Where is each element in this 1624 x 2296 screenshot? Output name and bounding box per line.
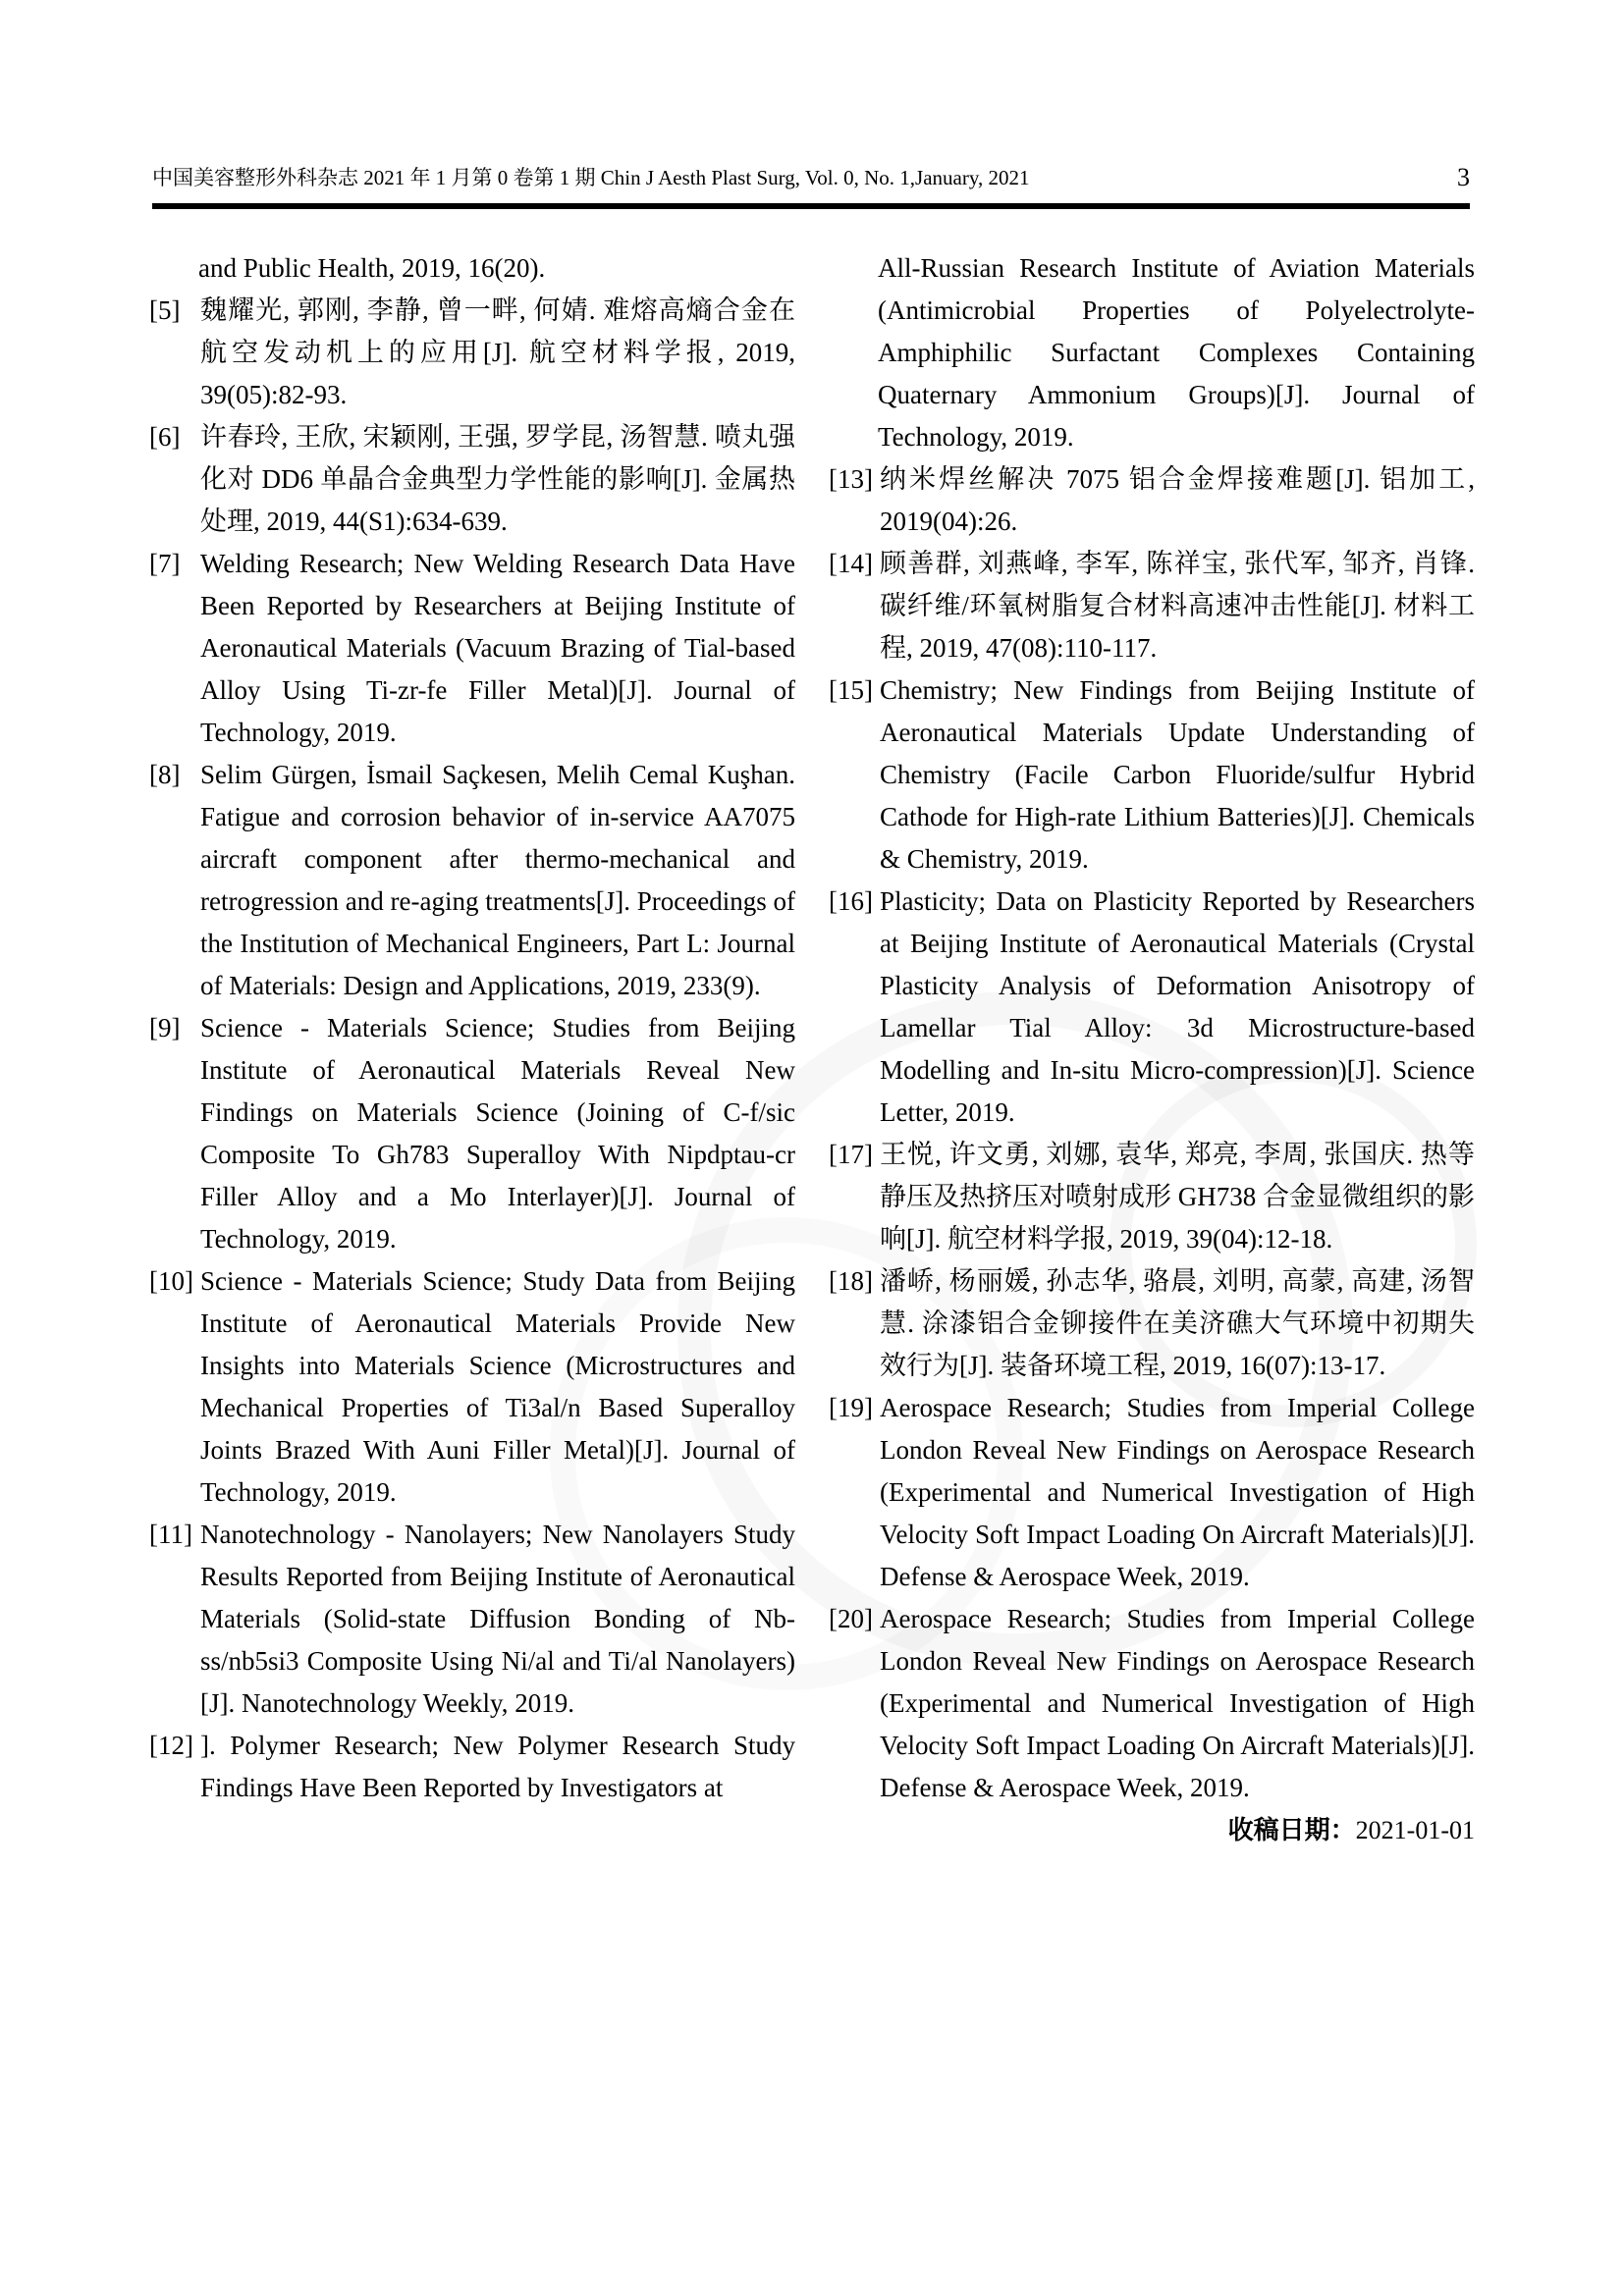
reference-text: Welding Research; New Welding Research Data Have Been Reported by Researchers at Beijing Institute of Aeronautical Materials (Vacuum Brazing of Tial-based Alloy Using Ti-zr-fe Filler Metal)[J]. Journal of Technology, 2019. — [200, 549, 795, 747]
reference-text: Science - Materials Science; Studies from Beijing Institute of Aeronautical Materials Reveal New Findings on Materials Science (Joining of C-f/sic Composite To Gh783 Superalloy With Nipdptau-cr Filler Alloy and a Mo Interlayer)[J]. Journal of Technology, 2019. — [200, 1013, 795, 1254]
reference-item — [829, 1387, 1475, 1598]
reference-text: 魏耀光, 郭刚, 李静, 曾一畔, 何婧. 难熔高熵合金在航空发动机上的应用[J]. 航空材料学报, 2019, 39(05):82-93. — [200, 295, 795, 409]
left-column — [149, 247, 795, 1851]
right-reference-list — [829, 458, 1475, 1809]
reference-text: Science - Materials Science; Study Data from Beijing Institute of Aeronautical Materials Provide New Insights into Materials Science (Microstructures and Mechanical Properties of Ti3al/n Based Superalloy Joints Brazed With Auni Filler Metal)[J]. Journal of Technology, 2019. — [200, 1266, 795, 1507]
reference-text: Plasticity; Data on Plasticity Reported by Researchers at Beijing Institute of Aeronautical Materials (Crystal Plasticity Analysis of Deformation Anisotropy of Lamellar Tial Alloy: 3d Microstructure-based Modelling and In-situ Micro-compression)[J]. Science Letter, 2019. — [880, 886, 1475, 1127]
reference-text: Aerospace Research; Studies from Imperial College London Reveal New Findings on Aerospace Research (Experimental and Numerical Investigation of High Velocity Soft Impact Loading On Aircraft Materials)[J]. Defense & Aerospace Week, 2019. — [880, 1604, 1475, 1802]
reference-item — [149, 543, 795, 754]
reference-item — [149, 754, 795, 1007]
reference-item — [829, 1260, 1475, 1387]
reference-item — [149, 1725, 795, 1809]
reference-item — [149, 1260, 795, 1514]
received-date-label: 收稿日期： — [1227, 1816, 1356, 1844]
reference-continuation: and Public Health, 2019, 16(20). — [198, 253, 546, 283]
reference-number: [5] — [149, 295, 181, 325]
reference-text: 许春玲, 王欣, 宋颖刚, 王强, 罗学昆, 汤智慧. 喷丸强化对 DD6 单晶合金典型力学性能的影响[J]. 金属热处理, 2019, 44(S1):634-639. — [200, 422, 795, 536]
page-number: 3 — [1457, 163, 1470, 191]
reference-text: ]. Polymer Research; New Polymer Research Study Findings Have Been Reported by Investigators at — [200, 1731, 795, 1802]
reference-number: [8] — [149, 760, 181, 789]
received-date-value: 2021-01-01 — [1355, 1816, 1475, 1844]
reference-text: Aerospace Research; Studies from Imperial College London Reveal New Findings on Aerospace Research (Experimental and Numerical Investigation of High Velocity Soft Impact Loading On Aircraft Materials)[J]. Defense & Aerospace Week, 2019. — [880, 1393, 1475, 1591]
reference-number: [12] — [149, 1731, 193, 1760]
reference-number: [10] — [149, 1266, 193, 1296]
right-column — [829, 247, 1475, 1851]
reference-number: [14] — [829, 549, 873, 578]
reference-text: 王悦, 许文勇, 刘娜, 袁华, 郑亮, 李周, 张国庆. 热等静压及热挤压对喷射成形 GH738 合金显微组织的影响[J]. 航空材料学报, 2019, 39(04):12-18. — [880, 1140, 1475, 1254]
reference-item — [149, 1514, 795, 1725]
reference-item — [829, 881, 1475, 1134]
journal-header-text: 中国美容整形外科杂志 2021 年 1 月第 0 卷第 1 期 Chin J Aesth Plast Surg, Vol. 0, No. 1,January, 2021 — [152, 166, 1030, 189]
reference-item — [149, 290, 795, 416]
reference-number: [16] — [829, 886, 873, 916]
reference-item — [829, 543, 1475, 669]
reference-number: [17] — [829, 1140, 873, 1169]
reference-number: [20] — [829, 1604, 873, 1633]
reference-item — [829, 1134, 1475, 1260]
reference-item — [829, 458, 1475, 543]
reference-text: 纳米焊丝解决 7075 铝合金焊接难题[J]. 铝加工, 2019(04):26. — [880, 464, 1475, 536]
page-header — [152, 163, 1470, 192]
reference-number: [19] — [829, 1393, 873, 1422]
reference-text: Selim Gürgen, İsmail Saçkesen, Melih Cemal Kuşhan. Fatigue and corrosion behavior of in-service AA7075 aircraft component after thermo-mechanical and retrogression and re-aging treatments[J]. Proceedings of the Institution of Mechanical Engineers, Part L: Journal of Materials: Design and Applications, 2019, 233(9). — [200, 760, 795, 1000]
reference-text: 潘峤, 杨丽媛, 孙志华, 骆晨, 刘明, 高蒙, 高建, 汤智慧. 涂漆铝合金铆接件在美济礁大气环境中初期失效行为[J]. 装备环境工程, 2019, 16(07):13-17. — [880, 1266, 1475, 1380]
header-rule — [152, 203, 1470, 209]
reference-number: [18] — [829, 1266, 873, 1296]
reference-item — [149, 416, 795, 543]
reference-item — [829, 1598, 1475, 1809]
received-date-line — [829, 1809, 1475, 1851]
reference-text: Chemistry; New Findings from Beijing Institute of Aeronautical Materials Update Understanding of Chemistry (Facile Carbon Fluoride/sulfur Hybrid Cathode for High-rate Lithium Batteries)[J]. Chemicals & Chemistry, 2019. — [880, 675, 1475, 874]
references-content — [149, 247, 1475, 1851]
reference-item — [149, 1007, 795, 1260]
reference-text: 顾善群, 刘燕峰, 李军, 陈祥宝, 张代军, 邹齐, 肖锋. 碳纤维/环氧树脂复合材料高速冲击性能[J]. 材料工程, 2019, 47(08):110-117. — [880, 549, 1475, 663]
reference-number: [6] — [149, 422, 181, 452]
reference-text: Nanotechnology - Nanolayers; New Nanolayers Study Results Reported from Beijing Institute of Aeronautical Materials (Solid-state Diffusion Bonding of Nb-ss/nb5si3 Composite Using Ni/al and Ti/al Nanolayers)[J]. Nanotechnology Weekly, 2019. — [200, 1520, 795, 1718]
reference-number: [15] — [829, 675, 873, 705]
left-reference-list — [149, 290, 795, 1809]
reference-number: [9] — [149, 1013, 181, 1042]
reference-continuation: All-Russian Research Institute of Aviation Materials (Antimicrobial Properties of Polyelectrolyte-Amphiphilic Surfactant Complexes Containing Quaternary Ammonium Groups)[J]. Journal of Technology, 2019. — [878, 253, 1475, 452]
reference-number: [11] — [149, 1520, 192, 1549]
reference-number: [7] — [149, 549, 181, 578]
reference-number: [13] — [829, 464, 873, 494]
reference-item — [829, 669, 1475, 881]
